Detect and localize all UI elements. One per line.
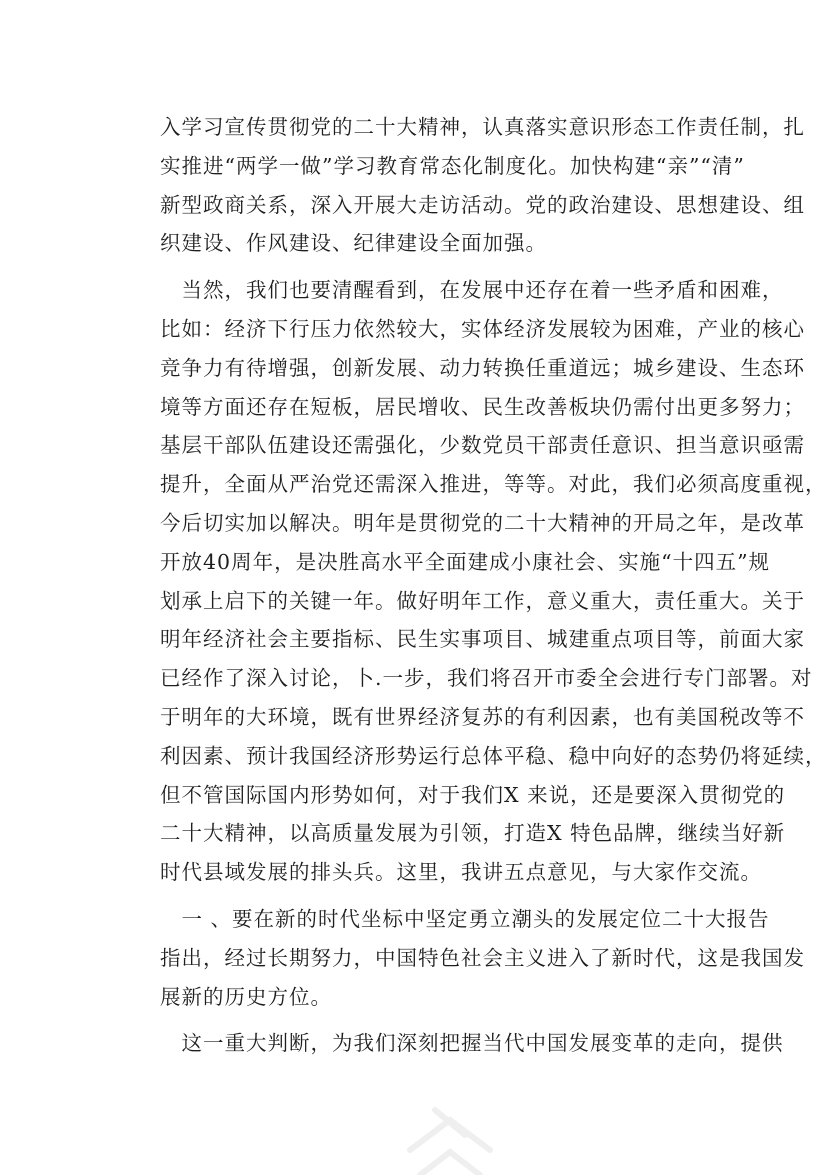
text-line: 已经作了深入讨论，卜.一步，我们将召开市委全会进行专门部署。对 xyxy=(160,666,813,691)
text-line: 新型政商关系，深入开展大走访活动。党的政治建设、思想建设、组 xyxy=(160,192,805,217)
text-line: 比如：经济下行压力依然较大，实体经济发展较为困难，产业的核心 xyxy=(160,316,805,341)
text-line: 开放40周年，是决胜高水平全面建成小康社会、实施“十四五”规 xyxy=(160,549,771,574)
text-line: 基层干部队伍建设还需强化，少数党员干部责任意识、担当意识亟需 xyxy=(160,433,805,458)
text-line: 划承上启下的关键一年。做好明年工作，意义重大，责任重大。关于 xyxy=(160,588,805,613)
text-line: 境等方面还存在短板，居民增收、民生改善板块仍需付出更多努力； xyxy=(160,394,805,419)
text-line: 当然，我们也要清醒看到，在发展中还存在着一些矛盾和困难， xyxy=(160,278,784,303)
text-line: 利因素、预计我国经济形势运行总体平稳、稳中向好的态势仍将延续， xyxy=(160,743,827,768)
paragraph xyxy=(160,271,827,892)
watermark-icon xyxy=(390,1080,510,1175)
text-line: 于明年的大环境，既有世界经济复苏的有利因素，也有美国税改等不 xyxy=(160,704,805,729)
text-line: 织建设、作风建设、纪律建设全面加强。 xyxy=(160,231,547,256)
text-line: 竞争力有待增强，创新发展、动力转换任重道远；城乡建设、生态环 xyxy=(160,355,805,380)
paragraph xyxy=(160,1024,784,1063)
paragraph xyxy=(160,900,805,1016)
text-line: 提升，全面从严治党还需深入推进，等等。对此，我们必须高度重视， xyxy=(160,472,827,497)
text-line: 指出，经过长期努力，中国特色社会主义进入了新时代，这是我国发 xyxy=(160,945,805,970)
text-line: 明年经济社会主要指标、民生实事项目、城建重点项目等，前面大家 xyxy=(160,627,805,652)
text-line: 二十大精神，以高质量发展为引领，打造X 特色品牌，继续当好新 xyxy=(160,821,786,846)
document-body xyxy=(160,108,827,1063)
text-line: 一 、要在新的时代坐标中坚定勇立潮头的发展定位二十大报告 xyxy=(160,906,770,931)
paragraph xyxy=(160,108,805,263)
paragraph-gap xyxy=(160,892,678,900)
text-line: 这一重大判断，为我们深刻把握当代中国发展变革的走向，提供 xyxy=(160,1031,784,1056)
text-line: 今后切实加以解决。明年是贯彻党的二十大精神的开局之年，是改革 xyxy=(160,510,805,535)
text-line: 时代县域发展的排头兵。这里，我讲五点意见，与大家作交流。 xyxy=(160,860,762,885)
text-line: 实推进“两学一做”学习教育常态化制度化。加快构建“亲”“清” xyxy=(160,153,745,178)
text-line: 但不管国际国内形势如何，对于我们X 来说，还是要深入贯彻党的 xyxy=(160,782,786,807)
paragraph-gap xyxy=(160,1016,678,1024)
text-line: 入学习宣传贯彻党的二十大精神，认真落实意识形态工作责任制，扎 xyxy=(160,115,805,139)
paragraph-gap xyxy=(160,263,678,271)
text-line: 展新的历史方位。 xyxy=(160,984,332,1009)
